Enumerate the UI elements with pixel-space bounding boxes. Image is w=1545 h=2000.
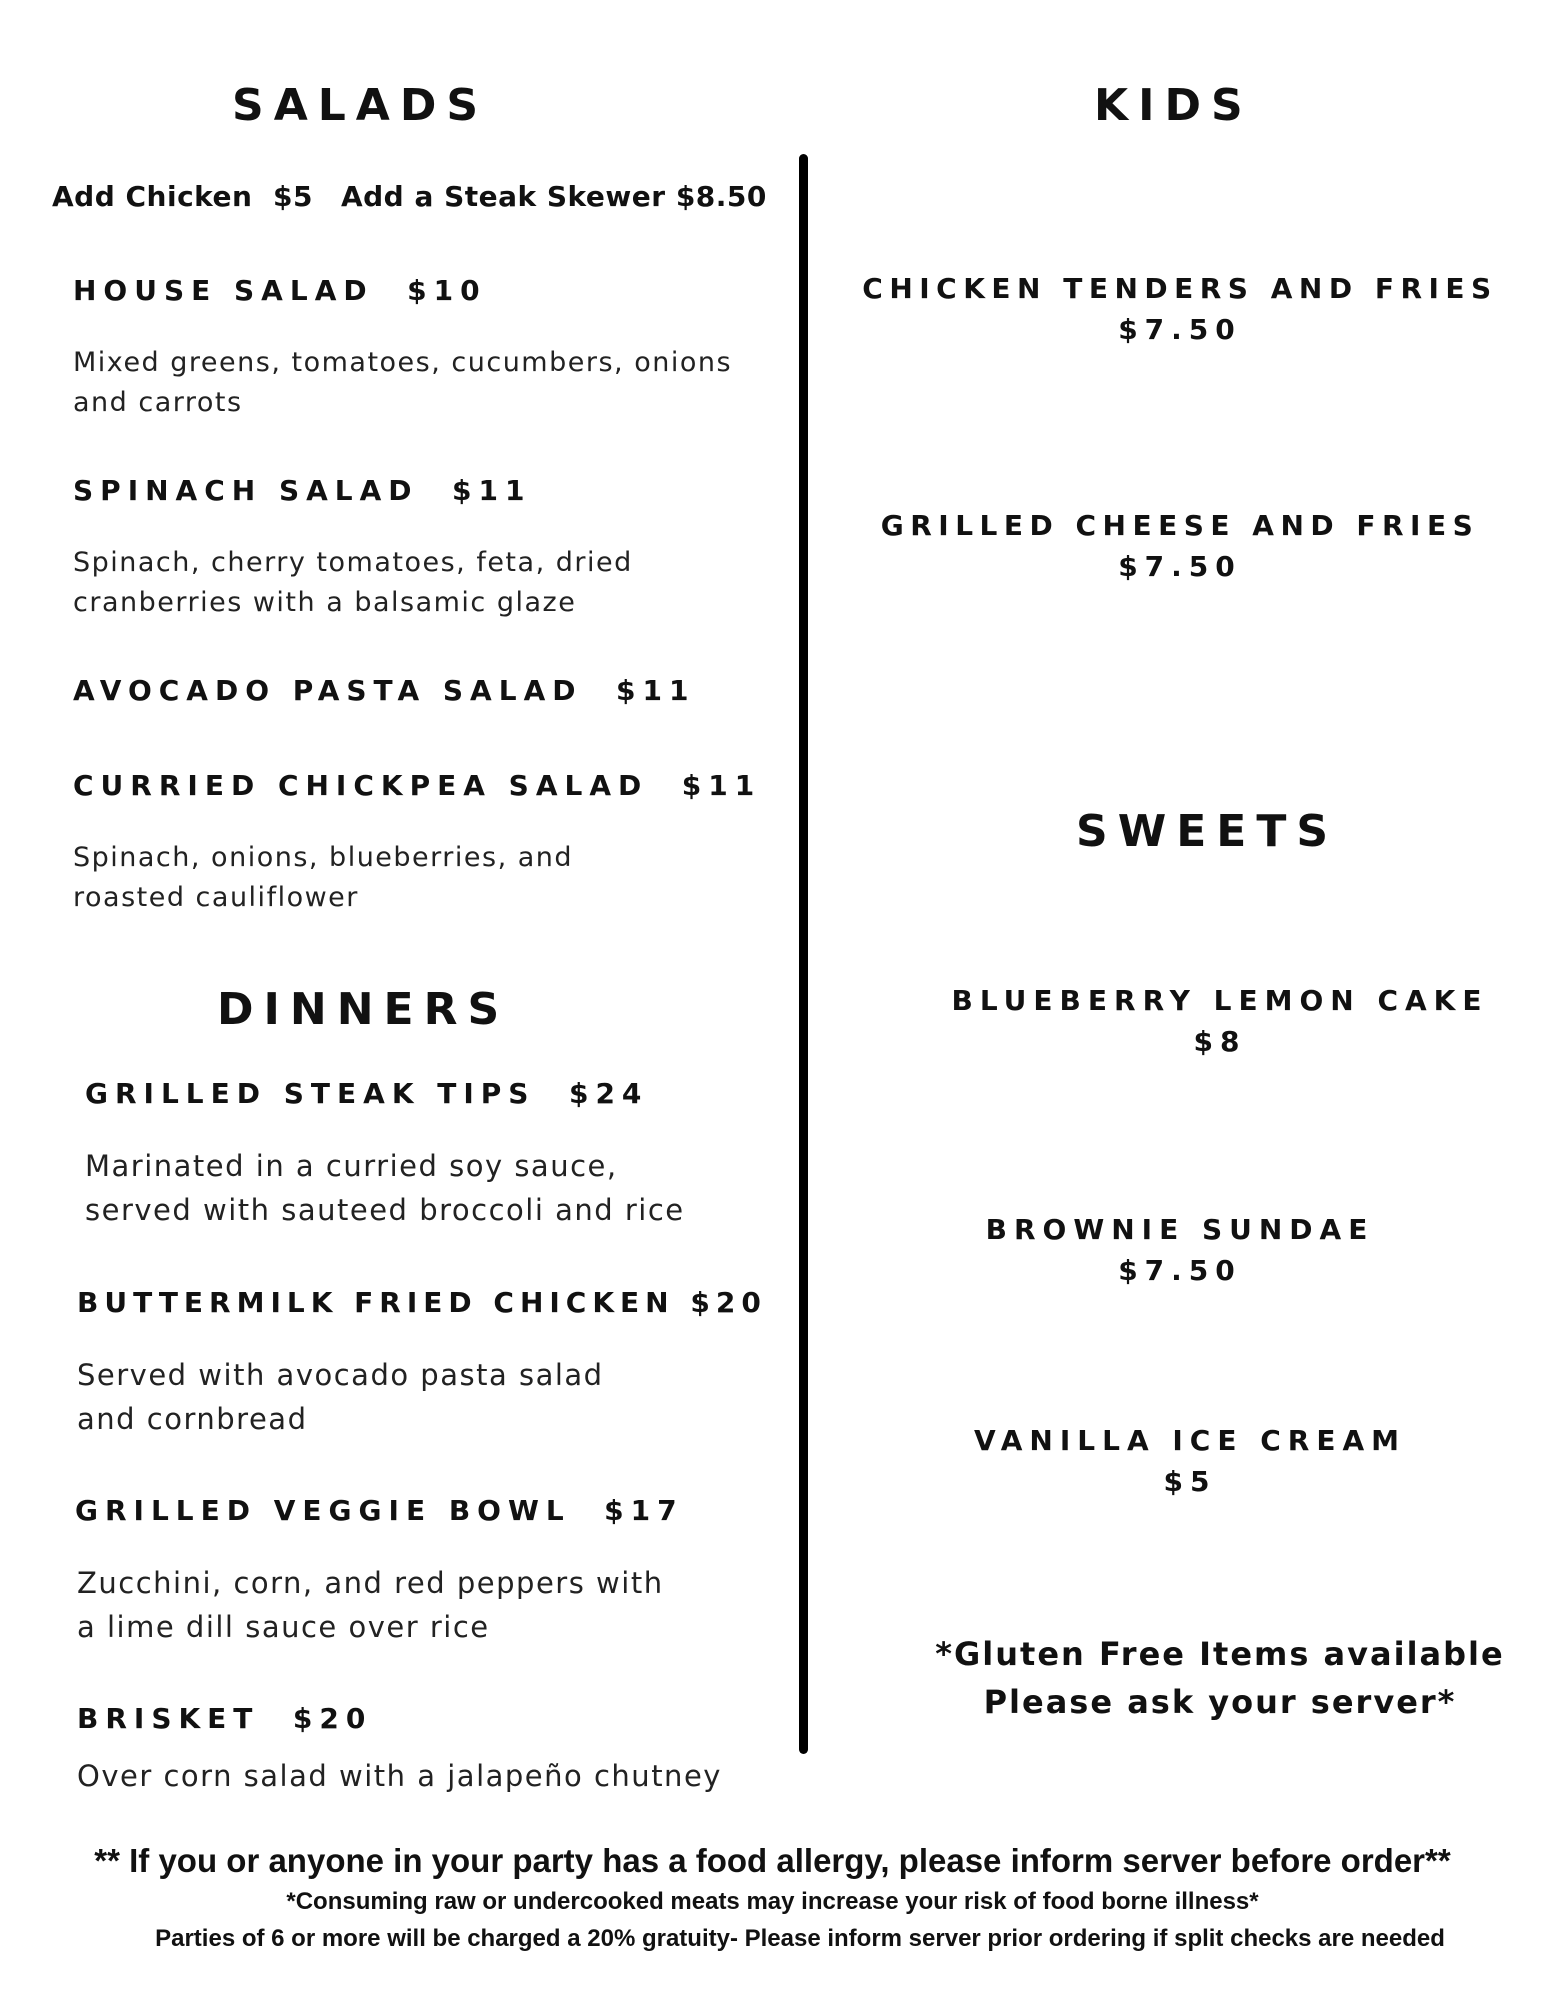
brisket-desc: Over corn salad with a jalapeño chutney	[77, 1759, 722, 1793]
raw-meat-warning: *Consuming raw or undercooked meats may increase your risk of food borne illness*	[286, 1888, 1259, 1915]
buttermilk-fried-chicken-desc: Served with avocado pasta salad and cornbread	[77, 1358, 604, 1436]
gluten-free-note-line2: Please ask your server*	[983, 1683, 1457, 1721]
grilled-steak-tips-title: GRILLED STEAK TIPS $24	[85, 1077, 649, 1110]
curried-chickpea-salad-desc: Spinach, onions, blueberries, and roasted cauliflower	[73, 842, 574, 913]
spinach-salad-desc: Spinach, cherry tomatoes, feta, dried cranberries with a balsamic glaze	[73, 547, 633, 618]
gratuity-notice: Parties of 6 or more will be charged a 20% gratuity- Please inform server prior ordering if split checks are needed	[155, 1925, 1445, 1952]
buttermilk-fried-chicken-title: BUTTERMILK FRIED CHICKEN $20	[77, 1286, 767, 1319]
grilled-cheese-price: $7.50	[1118, 550, 1242, 583]
blueberry-lemon-cake-price: $8	[1193, 1025, 1247, 1058]
sweets-heading: SWEETS	[1076, 806, 1339, 857]
house-salad-title: HOUSE SALAD $10	[73, 274, 487, 307]
addon-steak: Add a Steak Skewer $8.50	[340, 180, 767, 213]
grilled-veggie-bowl-desc: Zucchini, corn, and red peppers with a lime dill sauce over rice	[77, 1566, 664, 1644]
sweets-item-brownie-sundae	[860, 1213, 1500, 1287]
kids-item-chicken-tenders	[860, 272, 1500, 346]
chicken-tenders-price: $7.50	[1118, 313, 1242, 346]
blueberry-lemon-cake-title: BLUEBERRY LEMON CAKE	[951, 984, 1489, 1017]
vanilla-ice-cream-title: VANILLA ICE CREAM	[973, 1424, 1406, 1457]
column-divider	[799, 154, 808, 1754]
dinners-heading: DINNERS	[217, 984, 510, 1035]
vanilla-ice-cream-price: $5	[1163, 1465, 1217, 1498]
grilled-veggie-bowl-title: GRILLED VEGGIE BOWL $17	[75, 1494, 684, 1527]
avocado-pasta-salad-title: AVOCADO PASTA SALAD $11	[73, 674, 696, 707]
sweets-item-vanilla-ice-cream	[870, 1424, 1510, 1498]
curried-chickpea-salad-title: CURRIED CHICKPEA SALAD $11	[73, 769, 762, 802]
brownie-sundae-title: BROWNIE SUNDAE	[985, 1213, 1375, 1246]
salads-addons	[52, 180, 767, 213]
grilled-steak-tips-desc: Marinated in a curried soy sauce, served with sauteed broccoli and rice	[85, 1149, 685, 1227]
sweets-item-blueberry-lemon-cake	[900, 984, 1540, 1058]
brisket-title: BRISKET $20	[77, 1702, 373, 1735]
spinach-salad-title: SPINACH SALAD $11	[73, 474, 532, 507]
kids-heading: KIDS	[1094, 80, 1253, 131]
kids-item-grilled-cheese	[860, 509, 1500, 583]
allergy-notice: ** If you or anyone in your party has a food allergy, please inform server before order**	[94, 1842, 1451, 1879]
salads-heading: SALADS	[232, 80, 489, 131]
chicken-tenders-title: CHICKEN TENDERS AND FRIES	[862, 272, 1498, 305]
house-salad-desc: Mixed greens, tomatoes, cucumbers, onions and carrots	[73, 347, 733, 418]
gluten-free-note	[900, 1630, 1540, 1726]
grilled-cheese-title: GRILLED CHEESE AND FRIES	[880, 509, 1480, 542]
gluten-free-note-line1: *Gluten Free Items available	[935, 1635, 1505, 1673]
brownie-sundae-price: $7.50	[1118, 1254, 1242, 1287]
addon-chicken: Add Chicken $5	[52, 180, 313, 213]
